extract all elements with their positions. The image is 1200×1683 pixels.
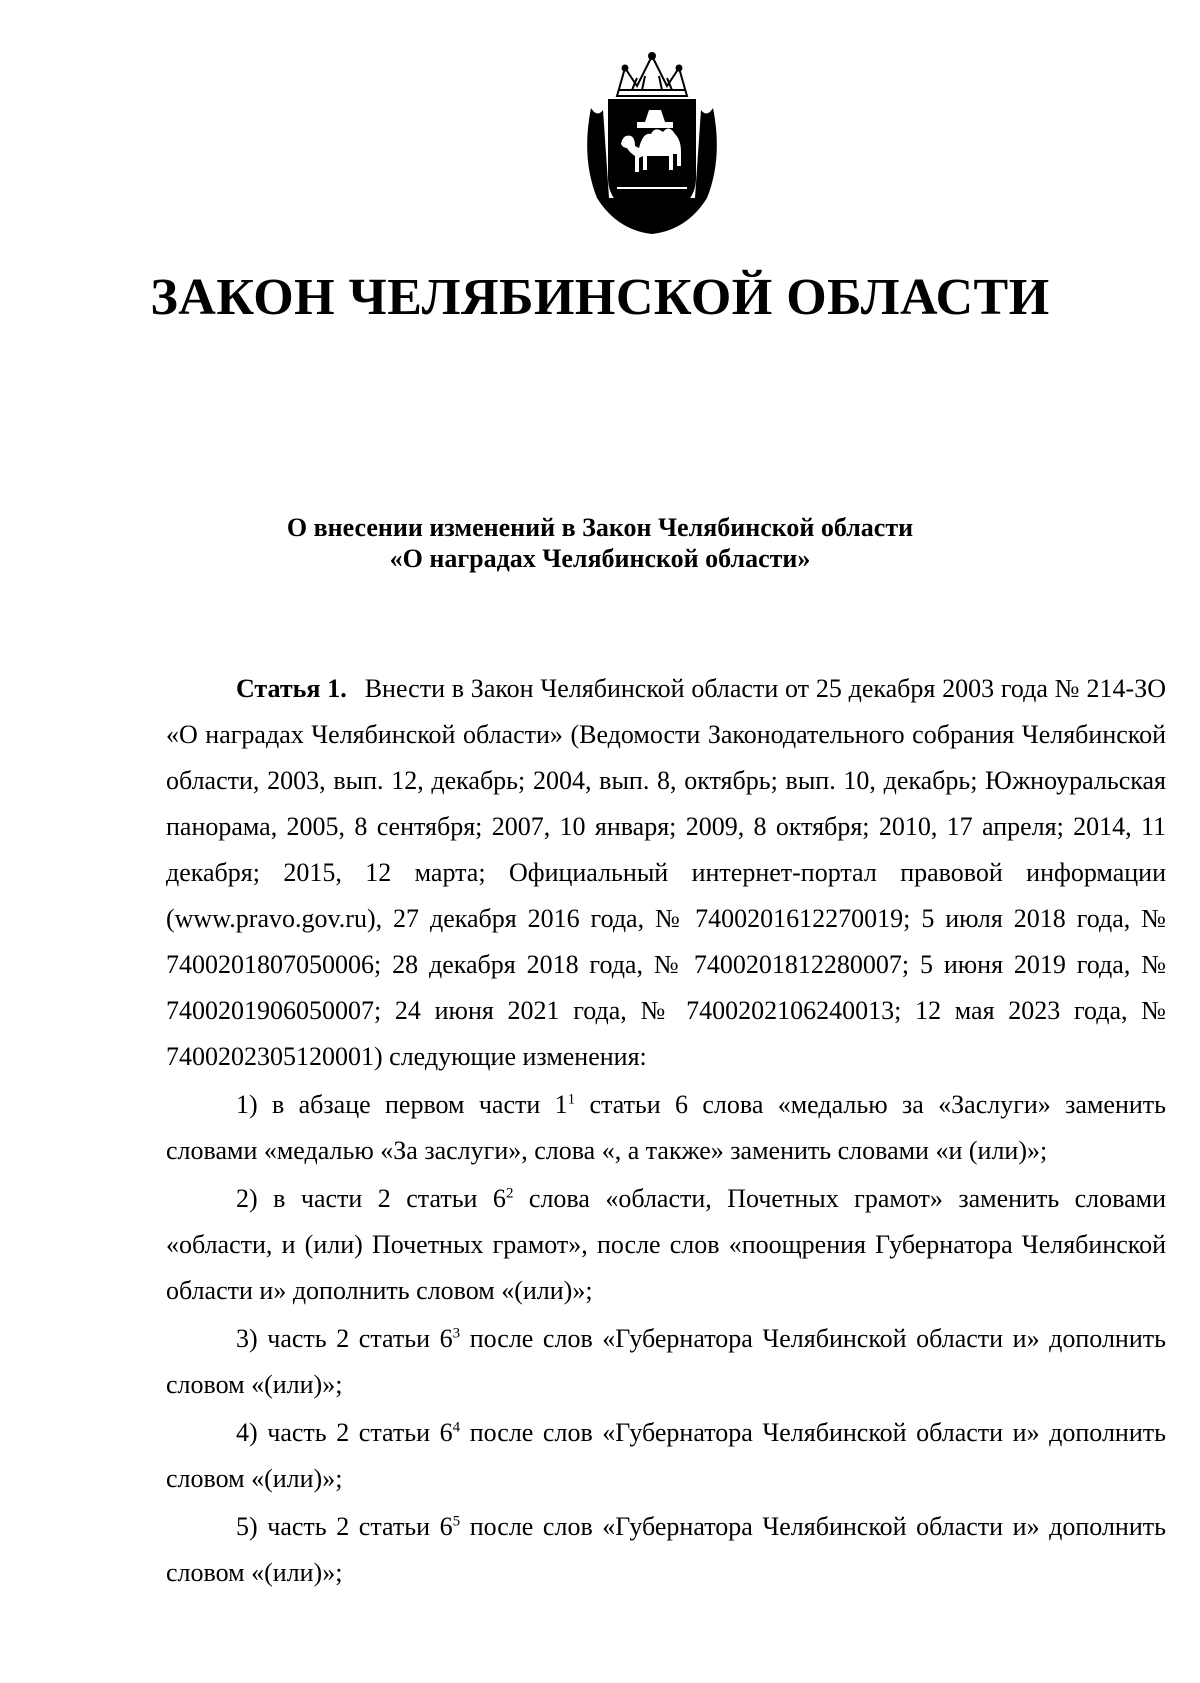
list-item — [166, 1082, 1166, 1174]
superscript: 1 — [567, 1091, 576, 1108]
item-text-start: 1) в абзаце первом части 1 — [236, 1090, 568, 1119]
article-1-text: Внести в Закон Челябинской области от 25 декабря 2003 года № 214-ЗО «О наградах Челябинской области» (Ведомости Законодательного собрания Челябинской области, 2003, вып. 12, декабрь; 2004, вып. 8, октябрь; вып. 10, декабрь; Южноуральская панорама, 2005, 8 сентября; 2007, 10 января; 2009, 8 октября; 2010, 17 апреля; 2014, 11 декабря; 2015, 12 марта; Официальный интернет-портал правовой информации (www.pravo.gov.ru), 27 декабря 2016 года, № 7400201612270019; 5 июля 2018 года, № 7400201807050006; 28 декабря 2018 года, № 7400201812280007; 5 июня 2019 года, № 7400201906050007; 24 июня 2021 года, № 7400202106240013; 12 мая 2023 года, № 7400202305120001) следующие изменения: — [166, 674, 1166, 1071]
item-text-start: 5) часть 2 статьи 6 — [236, 1512, 453, 1541]
item-text-start: 3) часть 2 статьи 6 — [236, 1324, 453, 1353]
law-body — [166, 666, 1166, 1598]
law-title: ЗАКОН ЧЕЛЯБИНСКОЙ ОБЛАСТИ — [150, 269, 1050, 326]
subtitle-line-2: «О наградах Челябинской области» — [389, 544, 811, 573]
item-text-start: 4) часть 2 статьи 6 — [236, 1418, 453, 1447]
item-text-start: 2) в части 2 статьи 6 — [236, 1184, 506, 1213]
item-text-end: после слов «Губернатора Челябинской области и» дополнить словом «(или)»; — [166, 1418, 1166, 1493]
subtitle-line-1: О внесении изменений в Закон Челябинской области — [286, 513, 914, 542]
superscript: 2 — [505, 1185, 514, 1202]
list-item — [166, 1316, 1166, 1408]
item-text-end: после слов «Губернатора Челябинской области и» дополнить словом «(или)»; — [166, 1324, 1166, 1399]
article-label: Статья 1. — [236, 674, 347, 703]
item-text-end: после слов «Губернатора Челябинской области и» дополнить словом «(или)»; — [166, 1512, 1166, 1587]
article-1-paragraph — [166, 666, 1166, 1080]
item-text-end: статьи 6 слова «медалью за «Заслуги» заменить словами «медалью «За заслуги», слова «, а также» заменить словами «и (или)»; — [166, 1090, 1166, 1165]
list-item — [166, 1410, 1166, 1502]
law-subtitle — [0, 512, 1200, 574]
superscript: 5 — [452, 1513, 461, 1530]
coat-of-arms-emblem — [577, 48, 727, 238]
superscript: 4 — [452, 1419, 461, 1436]
item-text-end: слова «области, Почетных грамот» заменить словами «области, и (или) Почетных грамот», после слов «поощрения Губернатора Челябинской области и» дополнить словом «(или)»; — [166, 1184, 1166, 1305]
list-item — [166, 1176, 1166, 1314]
list-item — [166, 1504, 1166, 1596]
superscript: 3 — [452, 1325, 461, 1342]
crown-icon — [617, 53, 687, 96]
